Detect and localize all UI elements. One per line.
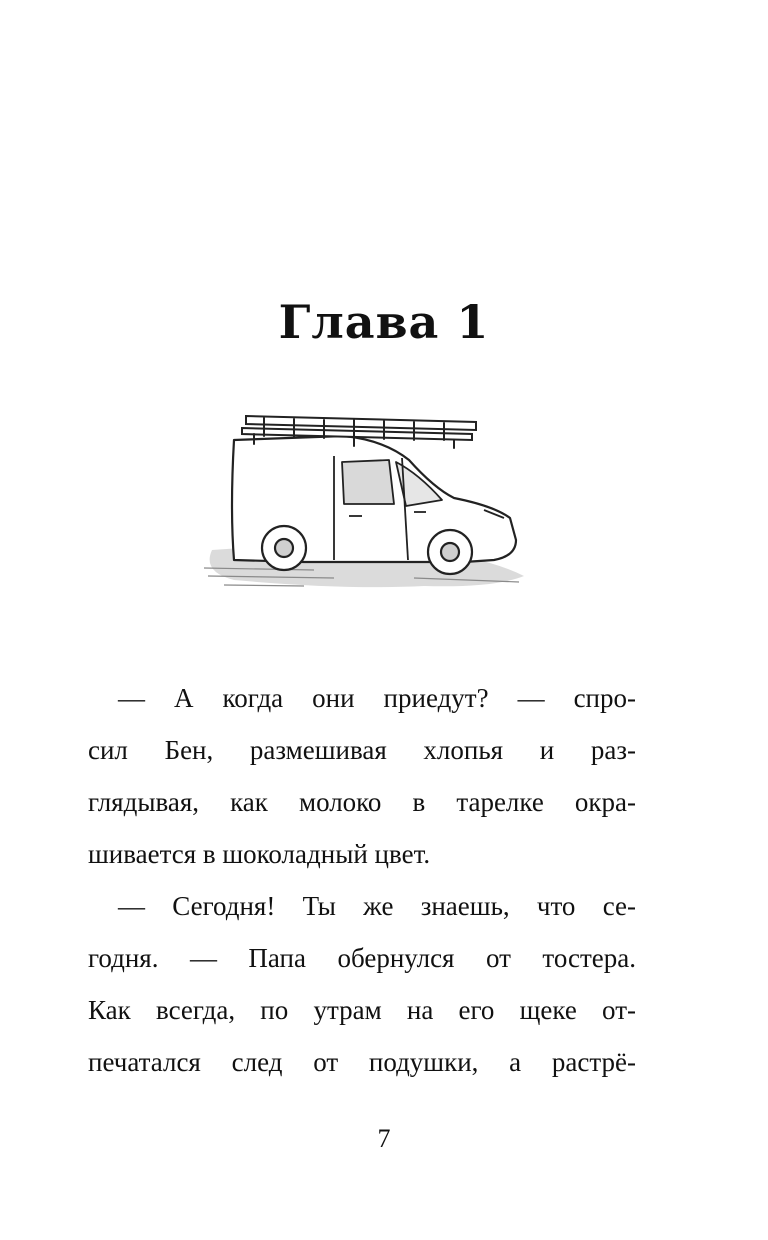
paragraph-1-line-4: шивается в шоколадный цвет.: [88, 839, 431, 869]
page-number: 7: [377, 1124, 391, 1153]
chapter-title: Глава 1: [278, 295, 490, 349]
paragraph-2-line-3: Как всегда, по утрам на его щеке от-: [88, 995, 636, 1025]
paragraph-1-line-2: сил Бен, размешивая хлопья и раз-: [88, 735, 636, 765]
paragraph-1-line-1: — А когда они приедут? — спро-: [118, 683, 636, 713]
paragraph-2-line-4: печатался след от подушки, а растрё-: [88, 1047, 636, 1077]
body-text: [88, 672, 636, 1088]
paragraph-2-line-2: годня. — Папа обернулся от тостера.: [88, 943, 636, 973]
delivery-van-with-ladder-icon: [194, 400, 534, 600]
paragraph-2-line-1: — Сегодня! Ты же знаешь, что се-: [118, 891, 636, 921]
paragraph-1-line-3: глядывая, как молоко в тарелке окра-: [88, 787, 636, 817]
